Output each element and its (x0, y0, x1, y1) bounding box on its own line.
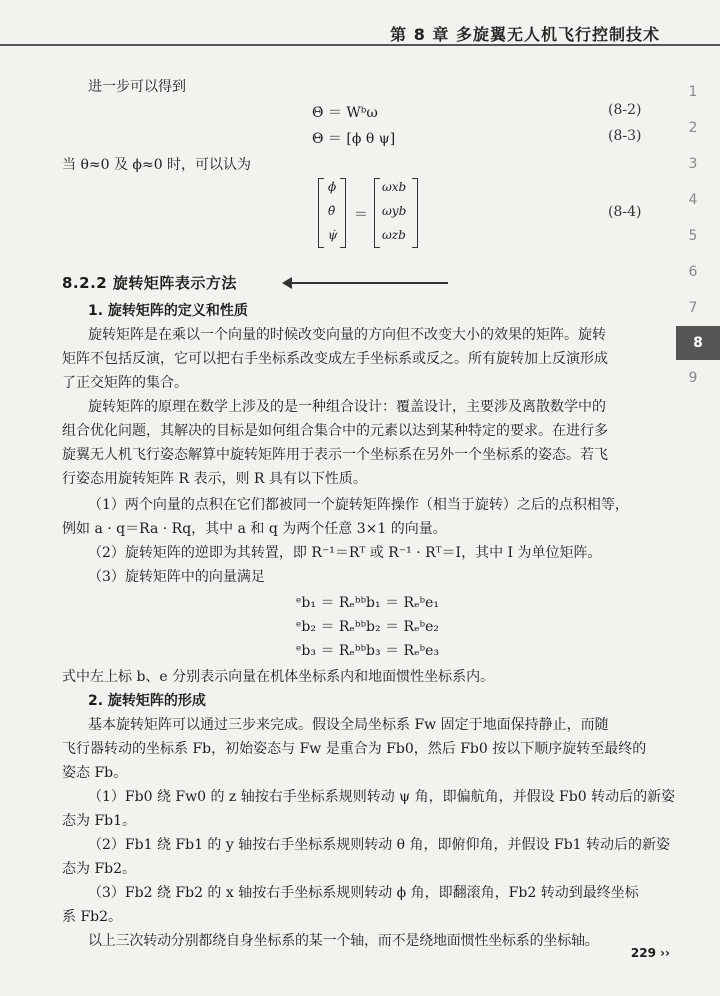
paragraph-4-line-3: 姿态 Fb。 (62, 765, 128, 781)
section-arrow (288, 282, 448, 284)
page-number: 229 ›› (630, 946, 670, 960)
chapter-tab-7[interactable]: 7 (688, 300, 698, 316)
header-rule (0, 44, 340, 46)
equation-8-3: Θ ＝ [ϕ θ ψ] (312, 131, 396, 147)
subheading-2: 2. 旋转矩阵的形成 (88, 693, 206, 709)
chapter-tab-1[interactable]: 1 (688, 84, 698, 100)
matrix-equals: ＝ (354, 207, 368, 223)
vector-equation-2: ᵉb₂ ＝ Rₑᵇᵇb₂ ＝ Rₑᵇe₂ (296, 619, 439, 635)
lhs-phi-dot: ϕ̇ (328, 180, 337, 194)
chapter-title: 第 8 章 多旋翼无人机飞行控制技术 (390, 25, 660, 44)
chapter-tab-2[interactable]: 2 (688, 120, 698, 136)
rhs-omega-x: ωxb (382, 180, 407, 194)
equation-8-4 (318, 178, 418, 248)
equation-number-8-2: (8-2) (608, 102, 642, 118)
step-1-line-2: 态为 Fb1。 (62, 813, 137, 829)
equation-number-8-3: (8-3) (608, 128, 642, 144)
right-bracket-close (412, 178, 418, 248)
chapter-tab-8-active[interactable]: 8 (676, 326, 720, 360)
vector-equation-3: ᵉb₃ ＝ Rₑᵇᵇb₃ ＝ Rₑᵇe₃ (296, 643, 439, 659)
subheading-1: 1. 旋转矩阵的定义和性质 (88, 303, 248, 319)
paragraph-1-line-2: 矩阵不包括反演，它可以把右手坐标系改变成左手坐标系或反之。所有旋转加上反演形成 (62, 351, 608, 367)
property-3: （3）旋转矩阵中的向量满足 (88, 569, 265, 585)
paragraph-2-line-3: 旋翼无人机飞行姿态解算中旋转矩阵用于表示一个坐标系在另外一个坐标系的姿态。若飞 (62, 447, 608, 463)
page-header (0, 0, 720, 62)
rhs-omega-y: ωyb (382, 204, 407, 218)
paragraph-2-line-2: 组合优化问题，其解决的目标是如何组合集合中的元素以达到某种特定的要求。在进行多 (62, 423, 608, 439)
superscript-note: 式中左上标 b、e 分别表示向量在机体坐标系内和地面惯性坐标系内。 (62, 669, 495, 685)
step-3-line-1: （3）Fb2 绕 Fb2 的 x 轴按右手坐标系规则转动 ϕ 角，即翻滚角，Fb2 转动到最终坐标 (88, 885, 639, 901)
chapter-tab-4[interactable]: 4 (688, 192, 698, 208)
closing-line: 以上三次转动分别都绕自身坐标系的某一个轴，而不是绕地面惯性坐标系的坐标轴。 (88, 933, 599, 949)
left-bracket-close (340, 178, 346, 248)
paragraph-2-line-4: 行姿态用旋转矩阵 R 表示，则 R 具有以下性质。 (62, 471, 367, 487)
chapter-tab-9[interactable]: 9 (688, 370, 698, 386)
paragraph-1-line-1: 旋转矩阵是在乘以一个向量的时候改变向量的方向但不改变大小的效果的矩阵。旋转 (88, 327, 606, 343)
left-bracket (318, 178, 324, 248)
paragraph-4-line-2: 飞行器转动的坐标系 Fb，初始姿态与 Fw 是重合为 Fb0，然后 Fb0 按以下顺序旋转至最终的 (62, 741, 647, 757)
equation-8-2: Θ̇ ＝ Wᵇω (312, 105, 378, 121)
chapter-tab-3[interactable]: 3 (688, 156, 698, 172)
right-bracket (374, 178, 380, 248)
vector-equation-1: ᵉb₁ ＝ Rₑᵇᵇb₁ ＝ Rₑᵇe₁ (296, 595, 439, 611)
equation-number-8-4: (8-4) (608, 204, 642, 220)
chapter-tab-6[interactable]: 6 (688, 264, 698, 280)
property-1-line-2: 例如 a · q＝Ra · Rq，其中 a 和 q 为两个任意 3×1 的向量。 (62, 521, 447, 537)
rhs-omega-z: ωzb (382, 228, 406, 242)
paragraph-2-line-1: 旋转矩阵的原理在数学上涉及的是一种组合设计：覆盖设计，主要涉及离散数学中的 (88, 399, 606, 415)
section-heading: 8.2.2 旋转矩阵表示方法 (62, 274, 237, 292)
step-1-line-1: （1）Fb0 绕 Fw0 的 z 轴按右手坐标系规则转动 ψ 角，即偏航角，并假设 Fb0 转动后的新姿 (88, 789, 676, 805)
paragraph-4-line-1: 基本旋转矩阵可以通过三步来完成。假设全局坐标系 Fw 固定于地面保持静止，而随 (88, 717, 609, 733)
intro-line: 进一步可以得到 (88, 79, 186, 95)
paragraph-1-line-3: 了正交矩阵的集合。 (62, 375, 188, 391)
step-2-line-1: （2）Fb1 绕 Fb1 的 y 轴按右手坐标系规则转动 θ 角，即俯仰角，并假设 Fb1 转动后的新姿 (88, 837, 671, 853)
chapter-tab-5[interactable]: 5 (688, 228, 698, 244)
lhs-theta-dot: θ̇ (328, 204, 336, 218)
property-2: （2）旋转矩阵的逆即为其转置，即 R⁻¹＝Rᵀ 或 R⁻¹ · Rᵀ＝I，其中 I 为单位矩阵。 (88, 545, 602, 561)
property-1-line-1: （1）两个向量的点积在它们都被同一个旋转矩阵操作（相当于旋转）之后的点积相等， (88, 497, 629, 513)
lhs-psi-dot: ψ̇ (328, 228, 338, 242)
condition-line: 当 θ≈0 及 ϕ≈0 时，可以认为 (62, 157, 252, 173)
step-2-line-2: 态为 Fb2。 (62, 861, 137, 877)
step-3-line-2: 系 Fb2。 (62, 909, 123, 925)
